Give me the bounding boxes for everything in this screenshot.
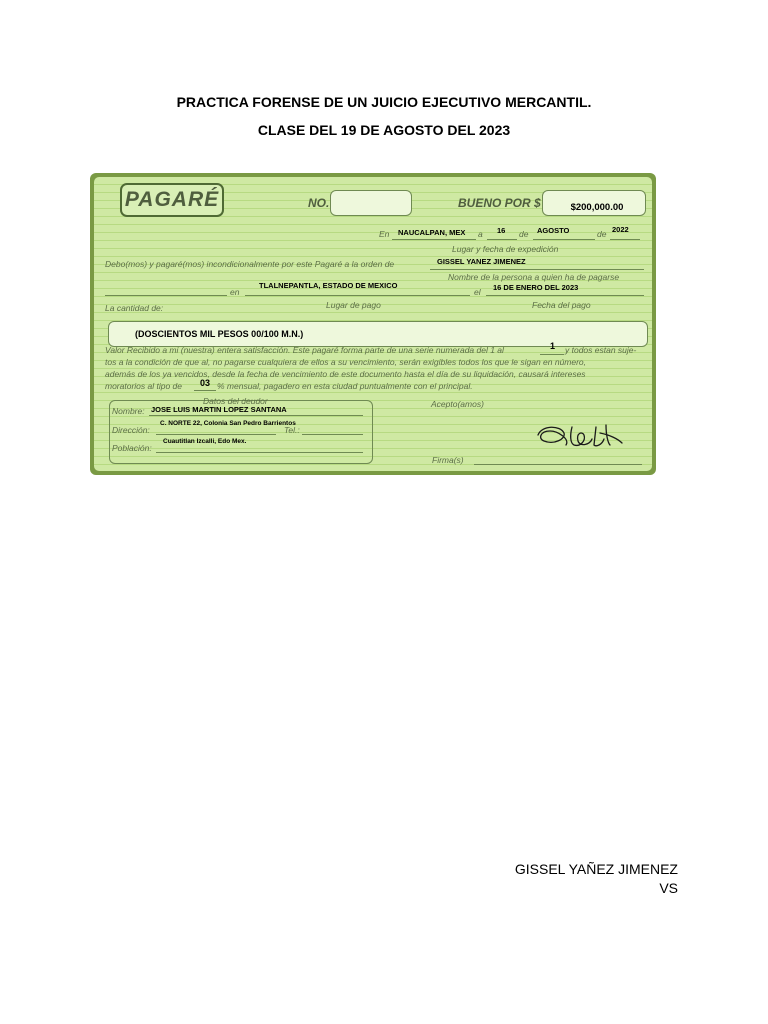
de-label: de: [519, 229, 529, 239]
pagare-note: [90, 173, 656, 475]
document-subtitle: CLASE DEL 19 DE AGOSTO DEL 2023: [257, 122, 511, 138]
clause-line-4-end: % mensual, pagadero en esta ciudad puntualmente con el principal.: [217, 381, 473, 391]
number-label: NO.: [308, 196, 330, 210]
de-label-2: de: [597, 229, 607, 239]
debo-text: Debo(mos) y pagaré(mos) incondicionalmente por este Pagaré a la orden de: [105, 259, 395, 269]
payment-date: 16 DE ENERO DEL 2023: [493, 283, 579, 292]
address-line: [156, 434, 276, 435]
payment-place-line: [245, 295, 470, 296]
payee-name: GISSEL YANEZ JIMENEZ: [437, 257, 526, 266]
name-line: [149, 415, 363, 416]
poblacion-label: Población:: [112, 443, 152, 453]
clause-line-4-start: moratorios al tipo de: [105, 381, 183, 391]
debtor-caption: Datos del deudor: [203, 396, 268, 406]
month-line: [533, 239, 595, 240]
place-line: [392, 239, 476, 240]
series-line: [540, 354, 564, 355]
tel-label: Tel.:: [284, 425, 300, 435]
issue-year: 2022: [612, 225, 629, 234]
clause-line-1-end: y todos estan suje-: [565, 345, 637, 355]
tel-line: [302, 434, 363, 435]
debtor-name: JOSE LUIS MARTIN LOPEZ SANTANA: [151, 405, 287, 414]
document-title: PRACTICA FORENSE DE UN JUICIO EJECUTIVO MERCANTIL.: [176, 94, 592, 110]
firma-label: Firma(s): [432, 455, 464, 465]
footer-vs: VS: [659, 880, 678, 896]
signature: [530, 421, 626, 451]
day-line: [487, 239, 517, 240]
footer-party: GISSEL YAÑEZ JIMENEZ: [514, 861, 678, 877]
amount-value: $200,000.00: [570, 202, 624, 213]
expedicion-caption: Lugar y fecha de expedición: [452, 244, 559, 254]
fecha-pago-caption: Fecha del pago: [532, 300, 591, 310]
lugar-pago-caption: Lugar de pago: [326, 300, 381, 310]
en-label: En: [379, 229, 390, 239]
interest-line: [194, 390, 216, 391]
interest-rate: 03: [200, 378, 211, 388]
series-total: 1: [550, 341, 556, 351]
year-line: [610, 239, 640, 240]
acepto-label: Acepto(amos): [431, 399, 484, 409]
en-label-2: en: [230, 287, 240, 297]
clause-line-1: Valor Recibido a mi (nuestra) entera satisfacción. Este pagaré forma parte de una serie numerada del 1 al: [105, 345, 504, 355]
nombre-label: Nombre:: [112, 406, 145, 416]
pagare-heading: PAGARÉ: [120, 183, 224, 217]
payment-date-line: [486, 295, 644, 296]
issue-day: 16: [497, 226, 506, 235]
city-line: [156, 452, 363, 453]
direccion-label: Dirección:: [112, 425, 150, 435]
amount-words-box: [108, 321, 648, 347]
el-label: el: [474, 287, 481, 297]
debtor-address: C. NORTE 22, Colonia San Pedro Barrientos: [160, 420, 296, 427]
amount-words: (DOSCIENTOS MIL PESOS 00/100 M.N.): [135, 329, 304, 339]
issue-place: NAUCALPAN, MEX: [398, 228, 466, 237]
pagare-paper: [94, 177, 652, 471]
clause-line-2: tos a la condición de que al, no pagarse cualquiera de ellos a su vencimiento, serán exigibles todos los que le sigan en número,: [105, 357, 587, 367]
payee-caption: Nombre de la persona a quien ha de pagarse: [448, 272, 620, 282]
number-box: [330, 190, 412, 216]
bueno-por-label: BUENO POR $: [458, 196, 541, 210]
signature-line: [474, 464, 642, 465]
blank-line: [105, 295, 227, 296]
issue-month: AGOSTO: [537, 226, 570, 235]
a-label: a: [478, 229, 483, 239]
cantidad-label: La cantidad de:: [105, 303, 164, 313]
payment-place: TLALNEPANTLA, ESTADO DE MEXICO: [259, 281, 398, 290]
payee-line: [430, 269, 644, 270]
debtor-city: Cuautitlan Izcalli, Edo Mex.: [163, 438, 247, 445]
clause-line-3: además de los ya vencidos, desde la fecha de vencimiento de este documento hasta el día de su liquidación, causará intereses: [105, 369, 586, 379]
